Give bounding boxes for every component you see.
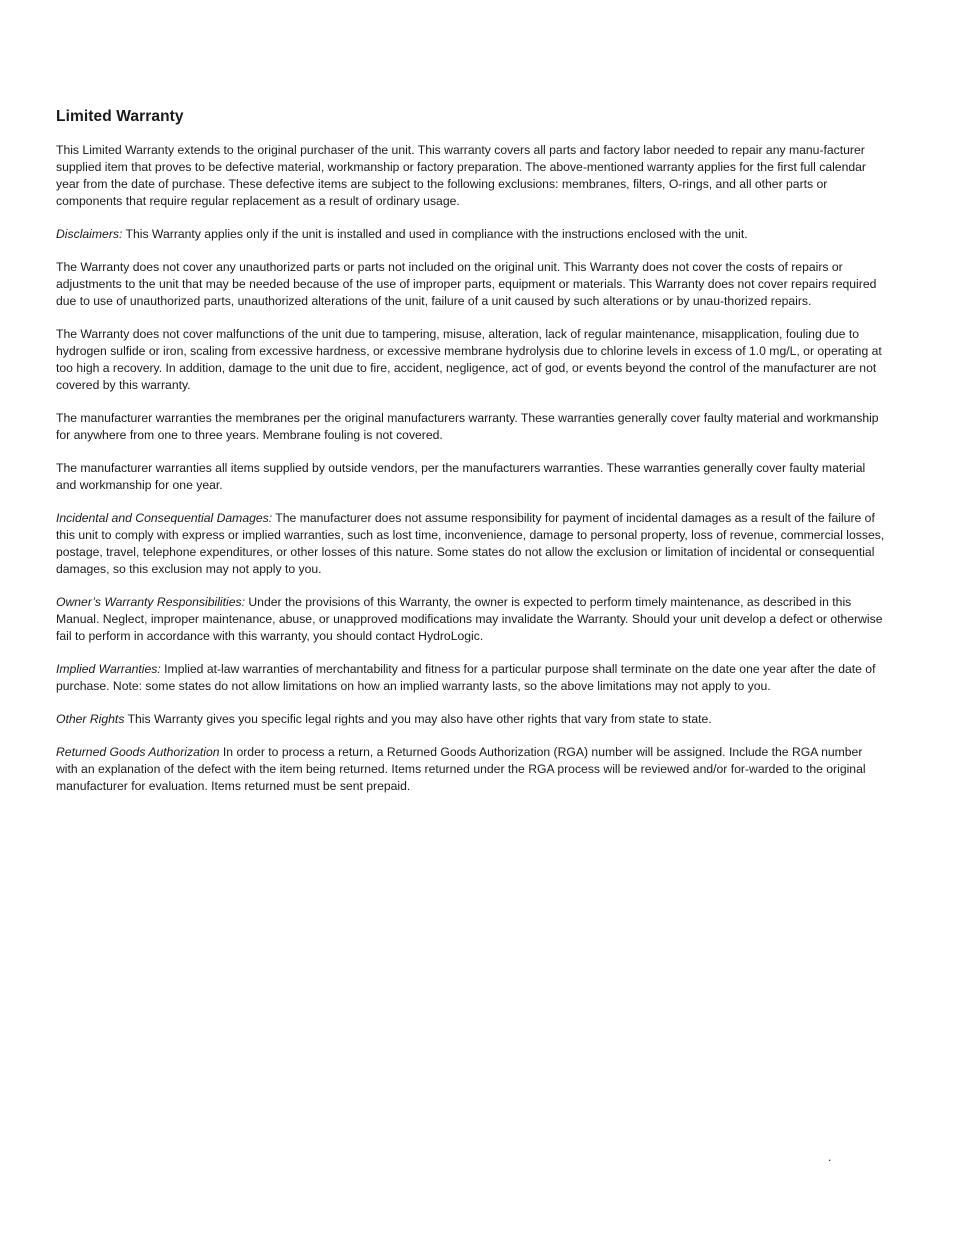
paragraph-text: Implied at-law warranties of merchantability and fitness for a particular purpose shall terminate on the date one year after the date of purchase. Note: some states do not allow limitations on how an implied warranty lasts, so the above limitations may not apply to you. xyxy=(56,662,876,693)
paragraph-intro xyxy=(56,142,886,210)
paragraph-text: The manufacturer does not assume responsibility for payment of incidental damages as a result of the failure of this unit to comply with express or implied warranties, such as lost time, inconvenience, damage to personal property, loss of revenue, commercial losses, postage, travel, telephone expenditures, or other losses of this nature. Some states do not allow the exclusion or limitation of incidental or consequential damages, so this exclusion may not apply to you. xyxy=(56,511,885,576)
paragraph-lead: Returned Goods Authorization xyxy=(56,745,220,759)
paragraph-text: Under the provisions of this Warranty, the owner is expected to perform timely maintenance, as described in this Manual. Neglect, improper maintenance, abuse, or unapproved modifications may invalidate the Warranty. Should your unit develop a defect or otherwise fail to perform in accordance with this warranty, you should contact HydroLogic. xyxy=(56,595,883,643)
paragraph-other-rights xyxy=(56,711,886,728)
paragraph-text: The Warranty does not cover any unauthorized parts or parts not included on the original unit. This Warranty does not cover the costs of repairs or adjustments to the unit that may be needed because of the use of improper parts, equipment or materials. This Warranty does not cover repairs required due to use of unauthorized parts, unauthorized alterations of the unit, failure of a unit caused by such alterations or by unau-thorized repairs. xyxy=(56,260,877,308)
paragraph-returned-goods xyxy=(56,744,886,795)
paragraph-lead: Implied Warranties: xyxy=(56,662,161,676)
paragraph-unauthorized-parts xyxy=(56,259,886,310)
paragraph-lead: Incidental and Consequential Damages: xyxy=(56,511,273,525)
paragraph-owner-responsibilities xyxy=(56,594,886,645)
paragraph-malfunctions xyxy=(56,326,886,394)
paragraph-text: This Limited Warranty extends to the original purchaser of the unit. This warranty covers all parts and factory labor needed to repair any manu-facturer supplied item that proves to be defective material, workmanship or factory preparation. The above-mentioned warranty applies for the first full calendar year from the date of purchase. These defective items are subject to the following exclusions: membranes, filters, O-rings, and all other parts or components that require regular replacement as a result of ordinary usage. xyxy=(56,143,866,208)
page-title: Limited Warranty xyxy=(56,108,184,125)
paragraph-text: The manufacturer warranties the membranes per the original manufacturers warranty. These warranties generally cover faulty material and workmanship for anywhere from one to three years. Membrane fouling is not covered. xyxy=(56,411,879,442)
paragraph-text: The manufacturer warranties all items supplied by outside vendors, per the manufacturers warranties. These warranties generally cover faulty material and workmanship for one year. xyxy=(56,461,866,492)
paragraph-incidental-damages xyxy=(56,510,886,578)
warranty-document xyxy=(56,108,886,811)
paragraph-disclaimers xyxy=(56,226,886,243)
paragraph-outside-vendors xyxy=(56,460,886,494)
paragraph-lead: Owner’s Warranty Responsibilities: xyxy=(56,595,245,609)
paragraph-membranes xyxy=(56,410,886,444)
paragraph-text: This Warranty applies only if the unit is installed and used in compliance with the instructions enclosed with the unit. xyxy=(122,227,748,241)
paragraph-lead: Other Rights xyxy=(56,712,125,726)
paragraph-text: In order to process a return, a Returned Goods Authorization (RGA) number will be assigned. Include the RGA number with an explanation of the defect with the item being returned. Items returned under the RGA process will be reviewed and/or for-warded to the original manufacturer for evaluation. Items returned must be sent prepaid. xyxy=(56,745,866,793)
paragraph-text: The Warranty does not cover malfunctions of the unit due to tampering, misuse, alteration, lack of regular maintenance, misapplication, fouling due to hydrogen sulfide or iron, scaling from excessive hardness, or excessive membrane hydrolysis due to chlorine levels in excess of 1.0 mg/L, or operating at too high a recovery. In addition, damage to the unit due to fire, accident, negligence, act of god, or events beyond the control of the manufacturer are not covered by this warranty. xyxy=(56,327,882,392)
paragraph-lead: Disclaimers: xyxy=(56,227,123,241)
paragraph-implied-warranties xyxy=(56,661,886,695)
paragraph-text: This Warranty gives you specific legal rights and you may also have other rights that vary from state to state. xyxy=(124,712,712,726)
footer-mark: . xyxy=(828,1150,832,1164)
